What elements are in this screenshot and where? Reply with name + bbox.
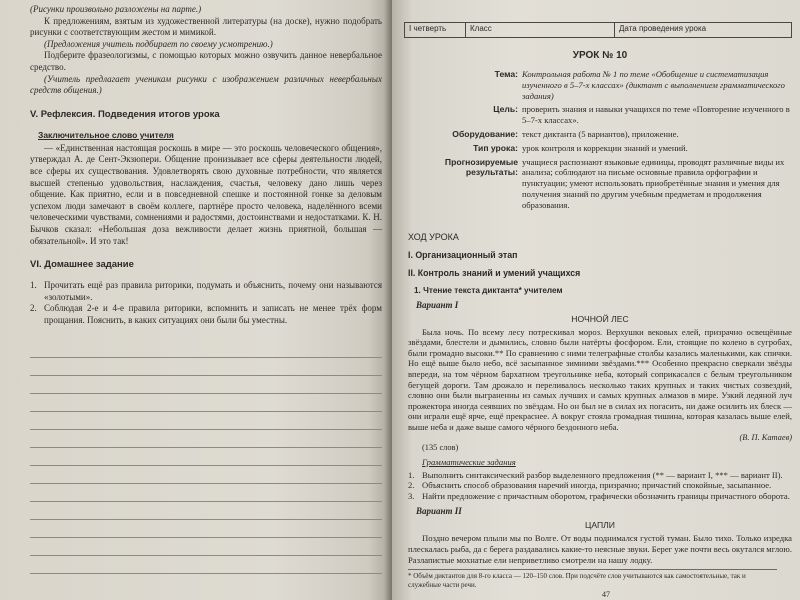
section-6-heading: VI. Домашнее задание (30, 259, 134, 271)
quarter-cell: I четверть (405, 23, 466, 37)
list-item-text: Объяснить способ образования наречий иногда, призрачно; причастий спокойные, засыпанное. (422, 480, 772, 491)
list-item-number: 2. (408, 480, 415, 491)
lesson-header-table (404, 22, 792, 38)
lesson-title: УРОК № 10 (572, 50, 628, 61)
list-item (30, 280, 382, 303)
dictation-step-heading: 1. Чтение текста диктанта* учителем (414, 285, 563, 295)
teacher-word-text: — «Единственная настоящая роскошь в мире — это роскошь человеческого общения», утверждал А. де Сент-Экзюпери. Общение пронизывает все сферы деятельности людей, все сферы их существования. Удовлетворять свою духовные потребности, что является высшей степенью удовольствия, наслаждения, счастья, человеку дано лишь через общение. Как приятно, если и в повседневной спешке и постоянной гонке за деловым успехом люди замечают в своём коллеге, партнёре просто человека, наделённого всеми человеческими чувствами, сомнениями и радостями, достоинствами и недостатками. К. Н. Бычков сказал: «Небольшая доза вежливости делает жизнь приятной, большая — обязательной». И это так! (30, 142, 382, 246)
left-paragraph-3: (Предложения учитель подбирает по своему усмотрению.) (44, 38, 273, 49)
stage-2-heading: II. Контроль знаний и умений учащихся (408, 267, 581, 278)
list-item-text: Прочитать ещё раз правила риторики, подумать и объяснить, почему они называются «золотыми». (44, 280, 382, 302)
right-page (392, 0, 800, 600)
left-page (0, 0, 392, 600)
left-paragraph-2: К предложениям, взятым из художественной литературы (на доске), нужно подобрать рисунки с соответствующим жестом и мимикой. (30, 15, 382, 38)
story-1-title: НОЧНОЙ ЛЕС (571, 313, 629, 324)
note-lines (30, 340, 382, 574)
variant-1-heading: Вариант I (416, 299, 459, 310)
left-paragraph-4: Подберите фразеологизмы, с помощью которых можно озвучить данное невербальное средство. (30, 50, 382, 72)
homework-list (30, 280, 382, 326)
meta-value: учащиеся распознают языковые единицы, проводят различные виды их анализа; соблюдают на письме основные правила орфографии и пунктуации; умеют использовать приобретённые знания и умения для получения знаний по другим учебным предметам и продолжения образования. (522, 156, 785, 210)
footnote: * Объём диктантов для 8-го класса — 120–150 слов. При подсчёте слов учитываются как самостоятельные, так и служебные части речи. (408, 569, 777, 589)
list-item-number: 1. (408, 469, 415, 480)
class-cell: Класс (466, 23, 615, 37)
lesson-meta (408, 69, 792, 214)
teacher-word-heading: Заключительное слово учителя (38, 129, 174, 140)
date-cell: Дата проведения урока (619, 24, 707, 33)
list-item-text: Выполнить синтаксический разбор выделенного предложения (** — вариант I, *** — вариант II). (422, 469, 783, 480)
list-item (408, 480, 792, 491)
grammar-tasks-heading: Грамматические задания (422, 457, 516, 468)
list-item-text: Соблюдая 2-е и 4-е правила риторики, вспомнить и записать не менее трёх форм прощания. Пояснить, в каких ситуациях они были бы уместны. (44, 303, 382, 325)
list-item (408, 491, 792, 502)
left-paragraph-5: (Учитель предлагает ученикам рисунки с изображением различных невербальных средств общения.) (30, 73, 382, 96)
list-item-text: Найти предложение с причастным оборотом, графически обозначить границы причастного оборота. (422, 490, 790, 501)
meta-label: Оборудование: (452, 128, 518, 139)
meta-label: Цель: (493, 104, 518, 115)
meta-label: Тип урока: (473, 142, 518, 153)
story-1-word-count: (135 слов) (422, 442, 459, 452)
meta-value: Контрольная работа № 1 по теме «Обобщение и систематизация изученного в 5–7-х классах» (диктант с выполнением грамматического задания) (522, 69, 785, 101)
story-1-author: (В. П. Катаев) (739, 432, 792, 442)
list-item-number: 1. (30, 280, 37, 291)
list-item (408, 470, 792, 481)
meta-value: текст диктанта (5 вариантов), приложение. (522, 128, 679, 139)
list-item-number: 2. (30, 303, 37, 314)
story-1-text: Была ночь. По всему лесу потрескивал мороз. Верхушки вековых елей, призрачно освещённые звёздами, блестели и дымились, словно были натёрты фосфором. Ели, стоящие по колено в сугробах, были громадно высоки.** По сравнению с ними телеграфные столбы казались маленькими, как спички. Но ещё выше было небо, всё засыпанное зимними звёздами.*** Особенно прекрасно сверкали звёзды впереди, на том чёрном бархатном треугольнике неба, который соприкасался с белым треугольником бегущей дороги. Там дрожало и переливалось несколько таких крупных и таких чистых созвездий, словно они были выграненны из самых лучших и самых крупных алмазов в мире. Узкий ледяной луч прожектора иногда сеявших по звёздам. Но он был не в силах их погасить, ни даже осилить их блеск — они играли ещё ярче, ещё прекраснее. А вокруг стояла громадная тишина, которая казалась выше елей, выше неба и даже выше самого чёрного бездонного неба. (408, 326, 792, 432)
stage-1-heading: I. Организационный этап (408, 249, 518, 260)
list-item (30, 303, 382, 326)
meta-label: Прогнозируемые результаты: (444, 156, 518, 178)
section-5-heading: V. Рефлексия. Подведения итогов урока (30, 108, 220, 120)
page-number: 47 (602, 590, 610, 599)
grammar-task-list (408, 470, 792, 502)
variant-2-heading: Вариант II (416, 506, 462, 517)
list-item-number: 3. (408, 490, 415, 501)
story-2-text: Поздно вечером плыли мы по Волге. От воды поднимался густой туман. Было тихо. Только изредка плескалась рыба, да с берега раздавались какие-то неясные звуки. Берег уже почти весь окутался мглою. Разлапистые мохнатые ели неприветливо смотрели на нашу лодку. (408, 533, 792, 565)
story-2-title: ЦАПЛИ (585, 520, 615, 531)
course-heading: ХОД УРОКА (408, 231, 459, 242)
note-line (408, 589, 792, 600)
left-paragraph-1: (Рисунки произвольно разложены на парте.) (30, 4, 202, 14)
meta-label: Тема: (494, 69, 518, 79)
meta-value: урок контроля и коррекции знаний и умений. (522, 142, 688, 153)
meta-value: проверить знания и навыки учащихся по теме «Повторение изученного в 5–7-х классах». (522, 104, 790, 126)
